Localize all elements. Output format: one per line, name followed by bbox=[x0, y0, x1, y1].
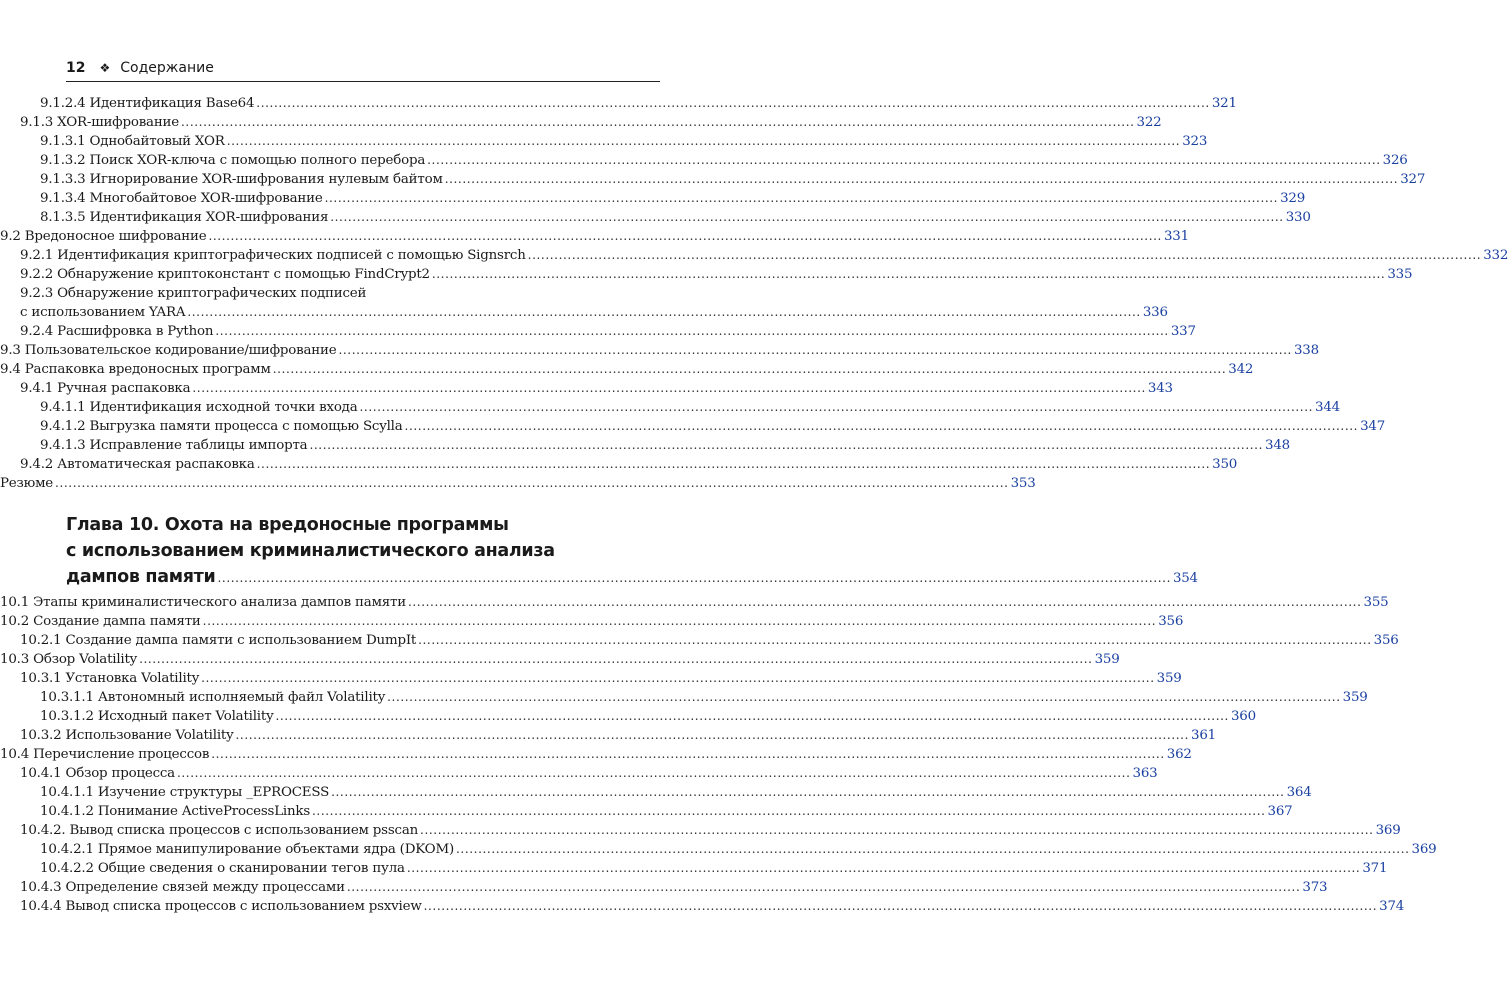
toc-entry-page[interactable]: 342 bbox=[1228, 362, 1254, 377]
toc-entry[interactable] bbox=[0, 631, 1399, 650]
leader-dots bbox=[408, 593, 1362, 612]
toc-entry-page[interactable]: 373 bbox=[1302, 880, 1328, 895]
toc-entry[interactable] bbox=[0, 265, 1413, 284]
toc-entry[interactable] bbox=[0, 341, 1319, 360]
toc-entry-title: 9.2 Вредоносное шифрование bbox=[0, 229, 207, 244]
leader-dots bbox=[309, 436, 1263, 455]
toc-entry-title: 9.1.3.4 Многобайтовое XOR-шифрование bbox=[40, 191, 323, 206]
chapter-title-line: с использованием криминалистического анализа bbox=[66, 541, 555, 561]
toc-entry-title: 9.4.1.2 Выгрузка памяти процесса с помощью Scylla bbox=[40, 419, 403, 434]
toc-entry-title: 10.4.4 Вывод списка процессов с использованием psxview bbox=[20, 899, 422, 914]
leader-dots bbox=[273, 360, 1227, 379]
toc-entry[interactable] bbox=[0, 398, 1341, 417]
leader-dots bbox=[420, 821, 1374, 840]
leader-dots bbox=[427, 151, 1381, 170]
toc-entry-page[interactable]: 363 bbox=[1132, 766, 1158, 781]
leader-dots bbox=[432, 265, 1386, 284]
leader-dots bbox=[528, 246, 1482, 265]
leader-dots bbox=[456, 840, 1410, 859]
toc-entry[interactable] bbox=[0, 208, 1311, 227]
toc-entry-title: 9.1.3.3 Игнорирование XOR-шифрования нулевым байтом bbox=[40, 172, 443, 187]
leader-dots bbox=[407, 859, 1361, 878]
leader-dots bbox=[203, 612, 1157, 631]
toc-entry-title: 10.4.1 Обзор процесса bbox=[20, 766, 175, 781]
leader-dots bbox=[235, 726, 1189, 745]
toc-entry-page[interactable]: 374 bbox=[1379, 899, 1405, 914]
header-rule bbox=[66, 81, 660, 82]
toc-entry-page[interactable]: 356 bbox=[1373, 633, 1399, 648]
toc-entry-title: 10.4 Перечисление процессов bbox=[0, 747, 210, 762]
toc-entry[interactable] bbox=[0, 897, 1405, 916]
toc-entry[interactable] bbox=[0, 436, 1290, 455]
toc-entry-title: 9.1.3.2 Поиск XOR-ключа с помощью полного перебора bbox=[40, 153, 426, 168]
toc-entry[interactable] bbox=[0, 783, 1312, 802]
toc-entry-title: 9.2.4 Расшифровка в Python bbox=[20, 324, 214, 339]
toc-entry[interactable] bbox=[0, 227, 1189, 246]
toc-entry-title: с использованием YARA bbox=[20, 305, 186, 320]
toc-entry-title: Резюме bbox=[0, 476, 54, 491]
toc-entry-page[interactable]: 336 bbox=[1142, 305, 1168, 320]
toc-entry-page[interactable]: 361 bbox=[1191, 728, 1216, 743]
leader-dots bbox=[387, 688, 1341, 707]
section-title: Содержание bbox=[120, 60, 214, 76]
toc-entry-title: 10.4.3 Определение связей между процессами bbox=[20, 880, 345, 895]
leader-dots bbox=[187, 303, 1141, 322]
toc-entry-title: 10.4.2. Вывод списка процессов с использованием psscan bbox=[20, 823, 419, 838]
toc-entry[interactable] bbox=[0, 669, 1182, 688]
toc-entry-page[interactable]: 337 bbox=[1170, 324, 1196, 339]
toc-entry-page[interactable]: 343 bbox=[1147, 381, 1173, 396]
toc-entry[interactable] bbox=[0, 764, 1158, 783]
leader-dots bbox=[325, 189, 1279, 208]
toc-entry[interactable] bbox=[0, 379, 1173, 398]
leader-dots bbox=[424, 897, 1378, 916]
toc-entry-page[interactable]: 367 bbox=[1267, 804, 1293, 819]
toc-entry[interactable] bbox=[0, 170, 1426, 189]
toc-entry-title: 9.2.2 Обнаружение криптоконстант с помощью FindCrypt2 bbox=[20, 267, 430, 282]
running-head bbox=[66, 58, 214, 78]
leader-dots bbox=[331, 783, 1285, 802]
toc-entry[interactable] bbox=[0, 113, 1162, 132]
toc-entry[interactable] bbox=[0, 802, 1293, 821]
toc-entry-title: 9.4.1 Ручная распаковка bbox=[20, 381, 191, 396]
toc-entry-title: 9.1.3 XOR-шифрование bbox=[20, 115, 179, 130]
toc-entry-page[interactable]: 369 bbox=[1375, 823, 1401, 838]
leader-dots bbox=[192, 379, 1146, 398]
toc-entry-page[interactable]: 344 bbox=[1315, 400, 1341, 415]
toc-entry-page[interactable]: 369 bbox=[1411, 842, 1437, 857]
leader-dots bbox=[257, 455, 1211, 474]
toc-entry[interactable] bbox=[0, 322, 1196, 341]
leader-dots bbox=[139, 650, 1093, 669]
toc-entry-title: 9.2.3 Обнаружение криптографических подписей bbox=[20, 286, 367, 301]
toc-entry-page[interactable]: 329 bbox=[1280, 191, 1306, 206]
toc-entry-title: 10.3.2 Использование Volatility bbox=[20, 728, 234, 743]
toc-entry-page[interactable]: 330 bbox=[1285, 210, 1311, 225]
toc-list-top bbox=[0, 94, 1508, 493]
chapter-page[interactable]: 354 bbox=[1173, 571, 1198, 586]
toc-entry-page[interactable]: 335 bbox=[1387, 267, 1413, 282]
toc-entry-page[interactable]: 327 bbox=[1400, 172, 1426, 187]
toc-entry-page[interactable]: 356 bbox=[1158, 614, 1184, 629]
leader-dots bbox=[256, 94, 1210, 113]
toc-entry-page[interactable]: 355 bbox=[1363, 595, 1389, 610]
leader-dots bbox=[55, 474, 1009, 493]
leader-dots bbox=[211, 745, 1165, 764]
toc-entry[interactable] bbox=[0, 840, 1437, 859]
toc-entry[interactable] bbox=[0, 593, 1389, 612]
toc-entry-title: 9.2.1 Идентификация криптографических подписей с помощью Signsrch bbox=[20, 248, 526, 263]
chapter-heading[interactable] bbox=[66, 512, 1198, 590]
toc-entry-page[interactable]: 362 bbox=[1166, 747, 1192, 762]
toc-list-bottom bbox=[0, 593, 1437, 916]
toc-entry-title: 9.1.3.1 Однобайтовый XOR bbox=[40, 134, 225, 149]
page-number: 12 bbox=[66, 60, 86, 76]
toc-entry[interactable] bbox=[0, 360, 1254, 379]
leader-dots bbox=[181, 113, 1135, 132]
leader-dots bbox=[177, 764, 1131, 783]
toc-entry-page[interactable]: 338 bbox=[1293, 343, 1319, 358]
toc-entry-page[interactable]: 371 bbox=[1362, 861, 1388, 876]
toc-entry-page[interactable]: 359 bbox=[1342, 690, 1368, 705]
toc-entry-page[interactable]: 332 bbox=[1483, 248, 1508, 263]
toc-entry-page[interactable]: 359 bbox=[1156, 671, 1182, 686]
toc-entry-page[interactable]: 321 bbox=[1211, 96, 1237, 111]
toc-entry[interactable] bbox=[0, 688, 1368, 707]
leader-dots bbox=[405, 417, 1359, 436]
toc-entry[interactable] bbox=[0, 859, 1388, 878]
leader-dots bbox=[275, 707, 1229, 726]
toc-entry-title: 10.4.1.2 Понимание ActiveProcessLinks bbox=[40, 804, 310, 819]
toc-entry[interactable] bbox=[0, 94, 1237, 113]
toc-entry-page[interactable]: 359 bbox=[1094, 652, 1120, 667]
toc-entry-title: 9.4.1.1 Идентификация исходной точки входа bbox=[40, 400, 358, 415]
toc-entry-page[interactable]: 360 bbox=[1230, 709, 1256, 724]
toc-entry-title: 10.2 Создание дампа памяти bbox=[0, 614, 201, 629]
toc-entry[interactable] bbox=[0, 417, 1386, 436]
toc-entry[interactable] bbox=[0, 612, 1184, 631]
toc-entry[interactable] bbox=[0, 455, 1238, 474]
toc-entry-page[interactable]: 364 bbox=[1286, 785, 1312, 800]
toc-entry-title: 10.4.2.2 Общие сведения о сканировании тегов пула bbox=[40, 861, 405, 876]
toc-entry-page[interactable]: 353 bbox=[1010, 476, 1036, 491]
toc-entry-title: 10.4.1.1 Изучение структуры _EPROCESS bbox=[40, 785, 330, 800]
toc-entry[interactable] bbox=[0, 878, 1328, 897]
leader-dots bbox=[445, 170, 1399, 189]
toc-entry-page[interactable]: 322 bbox=[1136, 115, 1162, 130]
toc-entry[interactable] bbox=[0, 189, 1306, 208]
toc-entry-title: 10.4.2.1 Прямое манипулирование объектами ядра (DKOM) bbox=[40, 842, 454, 857]
toc-entry[interactable] bbox=[0, 707, 1256, 726]
toc-entry[interactable] bbox=[0, 474, 1036, 493]
leader-dots bbox=[208, 227, 1162, 246]
leader-dots bbox=[215, 322, 1169, 341]
toc-entry-title: 10.2.1 Создание дампа памяти с использованием DumpIt bbox=[20, 633, 417, 648]
toc-entry[interactable] bbox=[0, 303, 1168, 322]
toc-entry-title: 9.4.2 Автоматическая распаковка bbox=[20, 457, 255, 472]
leader-dots bbox=[227, 132, 1181, 151]
toc-entry[interactable] bbox=[0, 726, 1216, 745]
toc-entry-page[interactable]: 331 bbox=[1163, 229, 1189, 244]
toc-entry-page[interactable]: 347 bbox=[1360, 419, 1386, 434]
toc-entry[interactable] bbox=[0, 151, 1408, 170]
toc-entry-first-line[interactable] bbox=[0, 284, 594, 303]
toc-entry-title: 10.3.1 Установка Volatility bbox=[20, 671, 200, 686]
toc-entry-title: 9.4 Распаковка вредоносных программ bbox=[0, 362, 271, 377]
toc-entry-title: 10.3.1.2 Исходный пакет Volatility bbox=[40, 709, 274, 724]
ornament-icon: ❖ bbox=[99, 61, 111, 75]
leader-dots bbox=[338, 341, 1292, 360]
toc-entry[interactable] bbox=[0, 246, 1508, 265]
toc-entry-title: 8.1.3.5 Идентификация XOR-шифрования bbox=[40, 210, 329, 225]
toc-entry[interactable] bbox=[0, 821, 1401, 840]
toc-entry-page[interactable]: 326 bbox=[1382, 153, 1408, 168]
toc-entry-title: 10.1 Этапы криминалистического анализа дампов памяти bbox=[0, 595, 406, 610]
toc-entry-title: 10.3.1.1 Автономный исполняемый файл Volatility bbox=[40, 690, 386, 705]
leader-dots bbox=[347, 878, 1301, 897]
chapter-title-line: Глава 10. Охота на вредоносные программы bbox=[66, 515, 509, 535]
leader-dots bbox=[418, 631, 1372, 650]
chapter-title-text: дампов памяти bbox=[66, 567, 216, 587]
toc-entry-title: 9.1.2.4 Идентификация Base64 bbox=[40, 96, 255, 111]
chapter-title-line bbox=[66, 564, 1198, 590]
leader-dots bbox=[360, 398, 1314, 417]
leader-dots bbox=[312, 802, 1266, 821]
toc-entry-title: 9.4.1.3 Исправление таблицы импорта bbox=[40, 438, 308, 453]
toc-entry[interactable] bbox=[0, 650, 1120, 669]
leader-dots bbox=[330, 208, 1284, 227]
toc-entry-page[interactable]: 350 bbox=[1212, 457, 1238, 472]
toc-entry[interactable] bbox=[0, 745, 1192, 764]
toc-entry-title: 9.3 Пользовательское кодирование/шифрование bbox=[0, 343, 337, 358]
toc-entry-page[interactable]: 323 bbox=[1182, 134, 1208, 149]
leader-dots bbox=[201, 669, 1155, 688]
toc-entry-page[interactable]: 348 bbox=[1265, 438, 1290, 453]
toc-entry[interactable] bbox=[0, 132, 1208, 151]
toc-entry-title: 10.3 Обзор Volatility bbox=[0, 652, 138, 667]
leader-dots bbox=[217, 565, 1171, 591]
